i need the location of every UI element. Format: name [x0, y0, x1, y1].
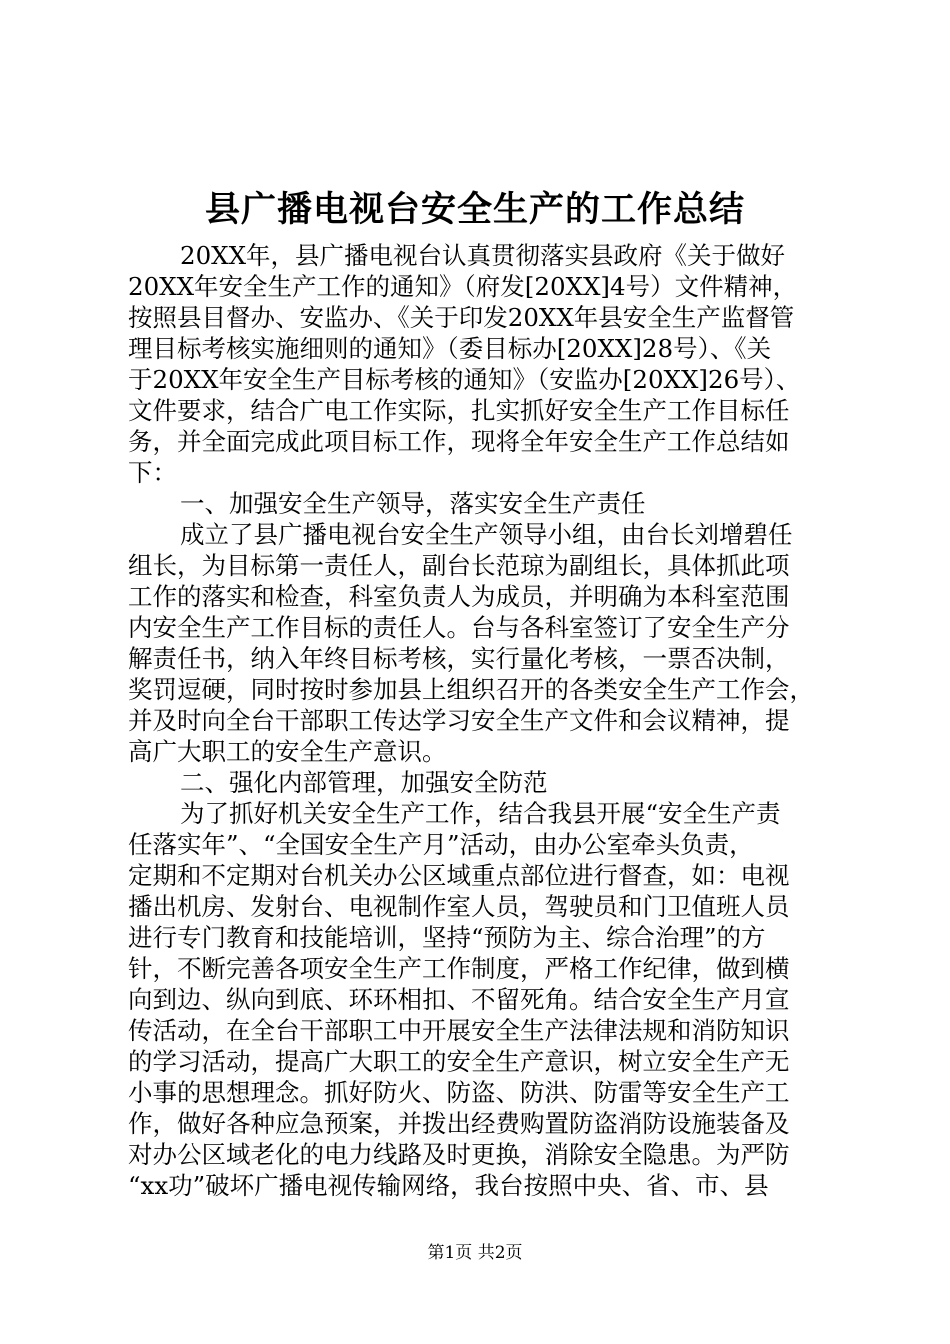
body-line: 小事的思想理念。抓好防火、防盗、防洪、防雷等安全生产工 — [128, 1078, 790, 1107]
body-line: 作，做好各种应急预案，并拨出经费购置防盗消防设施装备及 — [128, 1109, 790, 1138]
body-line: 组长，为目标第一责任人，副台长范琼为副组长，具体抓此项 — [128, 551, 790, 580]
body-line: 高广大职工的安全生产意识。 — [128, 737, 447, 766]
body-line: 针，不断完善各项安全生产工作制度，严格工作纪律，做到横 — [128, 954, 790, 983]
body-line: 文件要求，结合广电工作实际，扎实抓好安全生产工作目标任 — [128, 396, 790, 425]
body-line: 按照县目督办、安监办、《关于印发20XX年县安全生产监督管 — [128, 303, 795, 332]
body-line: 奖罚逗硬，同时按时参加县上组织召开的各类安全生产工作会， — [128, 675, 814, 704]
body-line: 解责任书，纳入年终目标考核，实行量化考核，一票否决制， — [128, 644, 790, 673]
body-line: 进行专门教育和技能培训，坚持“预防为主、综合治理”的方 — [128, 923, 766, 952]
body-line: 工作的落实和检查，科室负责人为成员，并明确为本科室范围 — [128, 582, 790, 611]
body-line: 成立了县广播电视台安全生产领导小组，由台长刘增碧任 — [180, 520, 793, 549]
body-line: 于20XX年安全生产目标考核的通知》（安监办[20XX]26号）、 — [128, 365, 801, 394]
body-line: 并及时向全台干部职工传达学习安全生产文件和会议精神，提 — [128, 706, 790, 735]
body-line: 20XX年安全生产工作的通知》（府发[20XX]4号）文件精神， — [128, 272, 798, 301]
body-line: 向到边、纵向到底、环环相扣、不留死角。结合安全生产月宣 — [128, 985, 790, 1014]
body-line: 的学习活动，提高广大职工的安全生产意识，树立安全生产无 — [128, 1047, 790, 1076]
section-heading-1: 一、加强安全生产领导，落实安全生产责任 — [180, 489, 646, 518]
body-line: 下： — [128, 458, 177, 487]
body-line: 对办公区域老化的电力线路及时更换，消除安全隐患。为严防 — [128, 1140, 790, 1169]
body-line: 任落实年”、“全国安全生产月”活动，由办公室牵头负责， — [128, 830, 754, 859]
body-line: 传活动，在全台干部职工中开展安全生产法律法规和消防知识 — [128, 1016, 790, 1045]
body-line: 为了抓好机关安全生产工作，结合我县开展“安全生产责 — [180, 799, 781, 828]
document-title: 县广播电视台安全生产的工作总结 — [204, 189, 745, 230]
body-line: 务，并全面完成此项目标工作，现将全年安全生产工作总结如 — [128, 427, 790, 456]
body-line: “xx功”破坏广播电视传输网络，我台按照中央、省、市、县 — [128, 1171, 769, 1200]
body-line: 定期和不定期对台机关办公区域重点部位进行督查，如：电视 — [128, 861, 790, 890]
body-line: 理目标考核实施细则的通知》（委目标办[20XX]28号）、《关 — [128, 334, 772, 363]
page-indicator: 第1页 共2页 — [427, 1243, 523, 1263]
section-heading-2: 二、强化内部管理，加强安全防范 — [180, 768, 548, 797]
body-line: 20XX年，县广播电视台认真贯彻落实县政府《关于做好 — [180, 241, 786, 270]
body-line: 播出机房、发射台、电视制作室人员，驾驶员和门卫值班人员 — [128, 892, 790, 921]
body-line: 内安全生产工作目标的责任人。台与各科室签订了安全生产分 — [128, 613, 790, 642]
